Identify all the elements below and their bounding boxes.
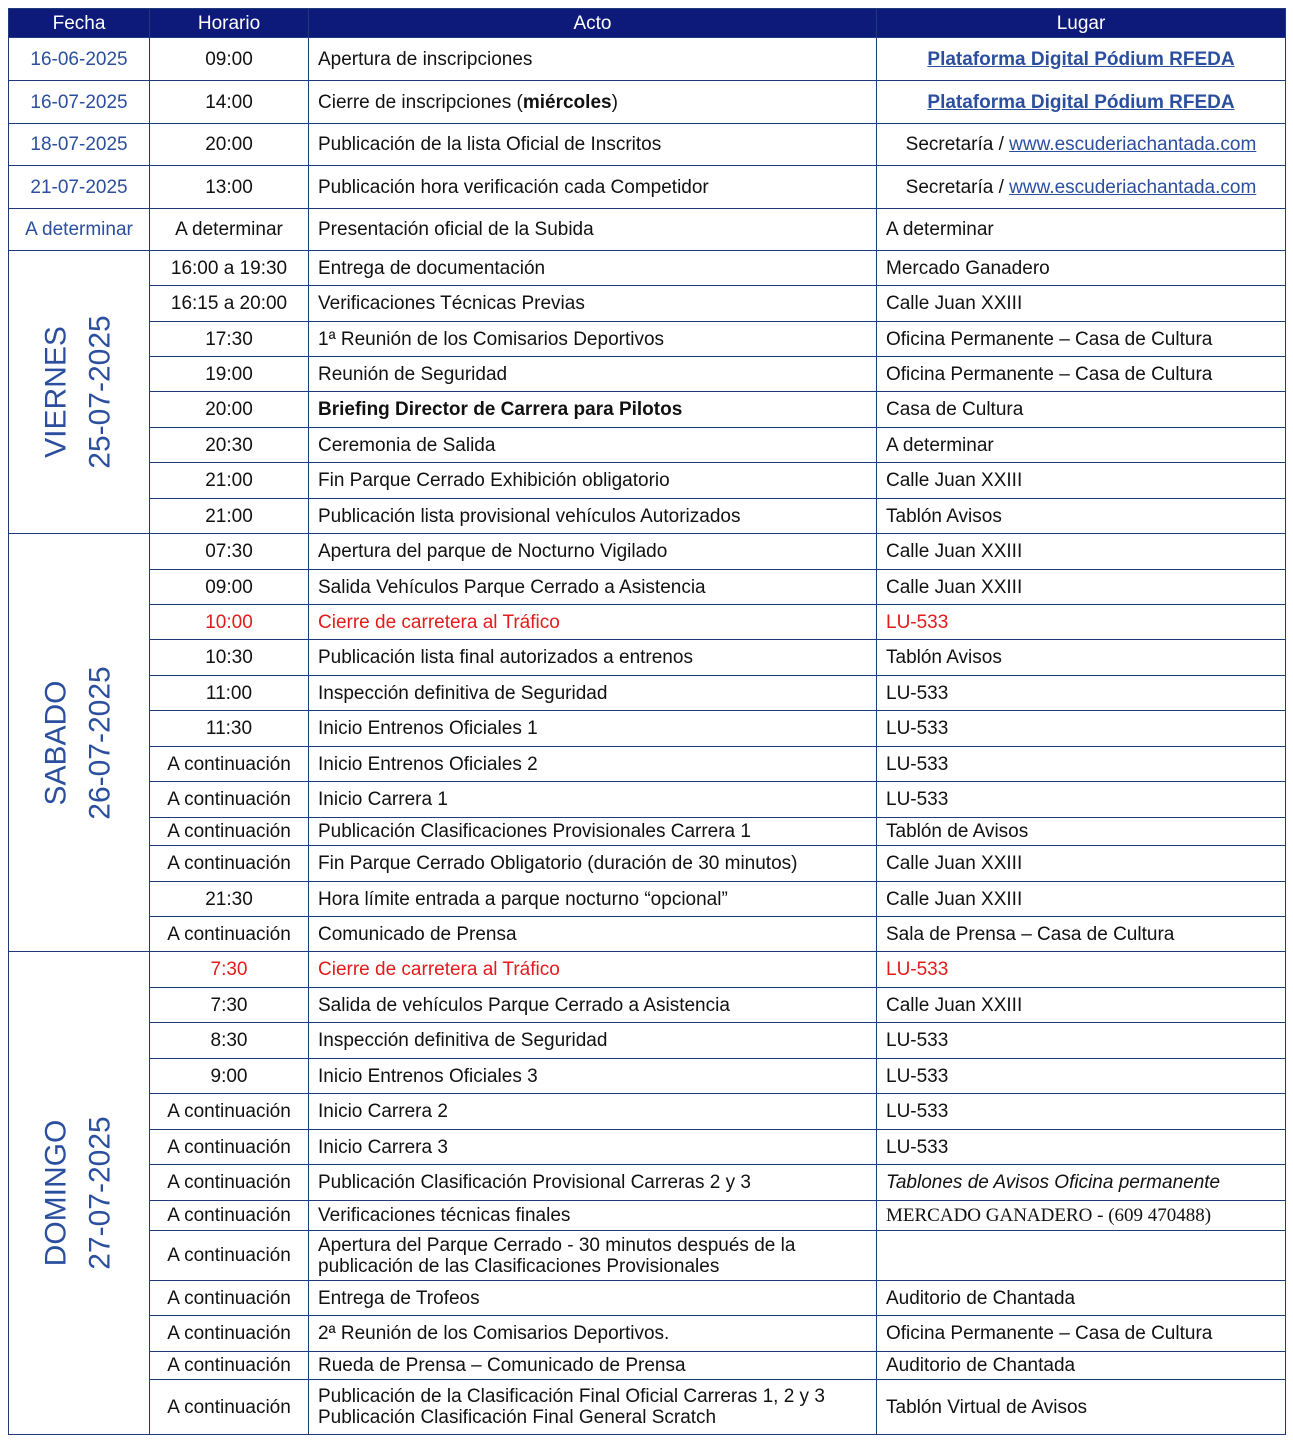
act-cell: Rueda de Prensa – Comunicado de Prensa — [309, 1352, 877, 1380]
act-cell: Apertura de inscripciones — [309, 38, 877, 81]
act-cell: Inspección definitiva de Seguridad — [309, 676, 877, 711]
time-cell: A continuación — [150, 1094, 309, 1130]
place-cell: LU-533 — [877, 1094, 1286, 1130]
time-cell: 9:00 — [150, 1059, 309, 1094]
place-cell: LU-533 — [877, 747, 1286, 782]
act-cell — [309, 392, 877, 428]
place-text: Secretaría / — [905, 176, 1010, 198]
time-cell: A continuación — [150, 917, 309, 952]
place-cell: Calle Juan XXIII — [877, 286, 1286, 322]
time-cell: 7:30 — [150, 988, 309, 1023]
place-cell: Tablón Virtual de Avisos — [877, 1380, 1286, 1435]
act-cell: Apertura del parque de Nocturno Vigilado — [309, 534, 877, 570]
table-row — [9, 1023, 1286, 1059]
place-cell: LU-533 — [877, 952, 1286, 988]
place-cell: Calle Juan XXIII — [877, 988, 1286, 1023]
date-cell: A determinar — [9, 209, 150, 251]
header-fecha: Fecha — [9, 9, 150, 38]
act-cell: Inicio Entrenos Oficiales 2 — [309, 747, 877, 782]
table-row-highlighted — [9, 605, 1286, 640]
website-link[interactable]: www.escuderiachantada.com — [1009, 134, 1257, 155]
time-cell: 19:00 — [150, 357, 309, 392]
act-cell: Hora límite entrada a parque nocturno “opcional” — [309, 882, 877, 917]
place-cell: LU-533 — [877, 676, 1286, 711]
table-row — [9, 640, 1286, 676]
act-cell: Salida Vehículos Parque Cerrado a Asistencia — [309, 570, 877, 605]
place-cell: Auditorio de Chantada — [877, 1352, 1286, 1380]
time-cell: A determinar — [150, 209, 309, 251]
act-cell: Fin Parque Cerrado Obligatorio (duración de 30 minutos) — [309, 846, 877, 882]
day-date: 26-07-2025 — [84, 665, 117, 820]
table-row — [9, 917, 1286, 952]
table-row — [9, 676, 1286, 711]
place-cell: MERCADO GANADERO - (609 470488) — [877, 1201, 1286, 1231]
day-name: SABADO — [40, 679, 73, 806]
place-cell: Tablón Avisos — [877, 499, 1286, 534]
act-cell: Inicio Entrenos Oficiales 1 — [309, 711, 877, 747]
table-row — [9, 534, 1286, 570]
act-cell: Inicio Carrera 1 — [309, 782, 877, 818]
act-cell: Entrega de Trofeos — [309, 1281, 877, 1316]
day-date: 27-07-2025 — [84, 1116, 117, 1270]
place-cell: LU-533 — [877, 711, 1286, 747]
act-cell: Ceremonia de Salida — [309, 428, 877, 463]
table-row — [9, 1059, 1286, 1094]
table-row — [9, 1380, 1286, 1435]
act-bold-text: miércoles — [522, 91, 612, 113]
act-cell: Reunión de Seguridad — [309, 357, 877, 392]
place-cell: Calle Juan XXIII — [877, 463, 1286, 499]
act-cell: Fin Parque Cerrado Exhibición obligatorio — [309, 463, 877, 499]
place-cell: A determinar — [877, 428, 1286, 463]
time-cell: A continuación — [150, 818, 309, 846]
table-row — [9, 882, 1286, 917]
act-text: ) — [611, 91, 618, 113]
header-lugar: Lugar — [877, 9, 1286, 38]
place-cell: Mercado Ganadero — [877, 251, 1286, 286]
time-cell: A continuación — [150, 1281, 309, 1316]
act-line: Publicación Clasificación Final General Scratch — [318, 1407, 717, 1428]
place-cell: Calle Juan XXIII — [877, 570, 1286, 605]
act-cell: Inicio Entrenos Oficiales 3 — [309, 1059, 877, 1094]
table-row — [9, 1281, 1286, 1316]
day-cell-domingo — [9, 952, 150, 1435]
time-cell: 20:30 — [150, 428, 309, 463]
table-row — [9, 570, 1286, 605]
table-row — [9, 818, 1286, 846]
table-row — [9, 428, 1286, 463]
date-cell: 21-07-2025 — [9, 166, 150, 209]
place-cell: Tablón Avisos — [877, 640, 1286, 676]
place-text: Secretaría / — [905, 134, 1010, 155]
place-cell — [877, 1231, 1286, 1281]
act-bold-text: Briefing Director de Carrera para Pilotos — [318, 399, 683, 420]
table-row — [9, 782, 1286, 818]
table-row — [9, 846, 1286, 882]
place-cell — [877, 124, 1286, 166]
place-cell: Calle Juan XXIII — [877, 534, 1286, 570]
time-cell: 20:00 — [150, 392, 309, 428]
time-cell: 16:00 a 19:30 — [150, 251, 309, 286]
act-cell: Inspección definitiva de Seguridad — [309, 1023, 877, 1059]
act-cell: Publicación lista final autorizados a entrenos — [309, 640, 877, 676]
time-cell: A continuación — [150, 1316, 309, 1352]
place-cell: Calle Juan XXIII — [877, 846, 1286, 882]
day-date: 25-07-2025 — [84, 315, 117, 469]
table-row — [9, 357, 1286, 392]
podium-link[interactable]: Plataforma Digital Pódium RFEDA — [927, 48, 1235, 70]
table-row — [9, 1352, 1286, 1380]
place-cell: Tablones de Avisos Oficina permanente — [877, 1165, 1286, 1201]
act-cell: 1ª Reunión de los Comisarios Deportivos — [309, 322, 877, 357]
table-row — [9, 463, 1286, 499]
place-cell: A determinar — [877, 209, 1286, 251]
time-cell: 21:00 — [150, 463, 309, 499]
place-cell: Casa de Cultura — [877, 392, 1286, 428]
table-row — [9, 1316, 1286, 1352]
place-cell — [877, 166, 1286, 209]
table-row — [9, 322, 1286, 357]
time-cell: 17:30 — [150, 322, 309, 357]
time-cell: 11:00 — [150, 676, 309, 711]
table-row — [9, 988, 1286, 1023]
act-line: Publicación de la Clasificación Final Oficial Carreras 1, 2 y 3 — [318, 1386, 825, 1407]
date-cell: 18-07-2025 — [9, 124, 150, 166]
act-cell: Verificaciones técnicas finales — [309, 1201, 877, 1231]
time-cell: A continuación — [150, 1231, 309, 1281]
act-cell: Publicación lista provisional vehículos Autorizados — [309, 499, 877, 534]
time-cell: 7:30 — [150, 952, 309, 988]
time-cell: 10:30 — [150, 640, 309, 676]
time-cell: 21:30 — [150, 882, 309, 917]
act-cell: Presentación oficial de la Subida — [309, 209, 877, 251]
time-cell: 10:00 — [150, 605, 309, 640]
act-cell: Inicio Carrera 2 — [309, 1094, 877, 1130]
place-cell: LU-533 — [877, 1130, 1286, 1165]
table-row — [9, 286, 1286, 322]
time-cell: A continuación — [150, 1380, 309, 1435]
table-row — [9, 251, 1286, 286]
place-cell: Sala de Prensa – Casa de Cultura — [877, 917, 1286, 952]
header-horario: Horario — [150, 9, 309, 38]
place-cell — [877, 38, 1286, 81]
day-cell-sabado — [9, 534, 150, 952]
table-row — [9, 499, 1286, 534]
table-row — [9, 38, 1286, 81]
date-cell: 16-06-2025 — [9, 38, 150, 81]
table-row — [9, 81, 1286, 124]
time-cell: 16:15 a 20:00 — [150, 286, 309, 322]
time-cell: 14:00 — [150, 81, 309, 124]
time-cell: A continuación — [150, 782, 309, 818]
act-cell: 2ª Reunión de los Comisarios Deportivos. — [309, 1316, 877, 1352]
act-cell: Comunicado de Prensa — [309, 917, 877, 952]
header-acto: Acto — [309, 9, 877, 38]
time-cell: 21:00 — [150, 499, 309, 534]
table-row — [9, 1231, 1286, 1281]
table-row — [9, 1094, 1286, 1130]
table-row — [9, 392, 1286, 428]
place-cell: LU-533 — [877, 782, 1286, 818]
table-row — [9, 1201, 1286, 1231]
act-text: Cierre de inscripciones ( — [318, 91, 523, 113]
time-cell: 09:00 — [150, 38, 309, 81]
day-cell-viernes — [9, 251, 150, 534]
time-cell: A continuación — [150, 1201, 309, 1231]
act-cell: Cierre de carretera al Tráfico — [309, 952, 877, 988]
act-cell: Cierre de carretera al Tráfico — [309, 605, 877, 640]
place-cell: LU-533 — [877, 1059, 1286, 1094]
act-cell: Publicación Clasificación Provisional Carreras 2 y 3 — [309, 1165, 877, 1201]
header-row — [9, 9, 1286, 38]
act-cell — [309, 1380, 877, 1435]
place-cell: LU-533 — [877, 1023, 1286, 1059]
day-name: DOMINGO — [40, 1119, 73, 1267]
place-cell — [877, 81, 1286, 124]
table-row — [9, 1130, 1286, 1165]
place-cell: Oficina Permanente – Casa de Cultura — [877, 322, 1286, 357]
time-cell: A continuación — [150, 747, 309, 782]
place-cell: LU-533 — [877, 605, 1286, 640]
act-cell: Publicación Clasificaciones Provisionales Carrera 1 — [309, 818, 877, 846]
act-cell: Publicación hora verificación cada Competidor — [309, 166, 877, 209]
table-row — [9, 166, 1286, 209]
time-cell: 07:30 — [150, 534, 309, 570]
time-cell: 13:00 — [150, 166, 309, 209]
schedule-table — [8, 8, 1286, 1435]
act-cell: Inicio Carrera 3 — [309, 1130, 877, 1165]
podium-link[interactable]: Plataforma Digital Pódium RFEDA — [927, 91, 1235, 113]
time-cell: A continuación — [150, 1165, 309, 1201]
place-cell: Calle Juan XXIII — [877, 882, 1286, 917]
table-row — [9, 747, 1286, 782]
act-cell: Entrega de documentación — [309, 251, 877, 286]
act-cell — [309, 81, 877, 124]
time-cell: A continuación — [150, 846, 309, 882]
table-row — [9, 1165, 1286, 1201]
time-cell: A continuación — [150, 1352, 309, 1380]
table-row — [9, 124, 1286, 166]
place-cell: Oficina Permanente – Casa de Cultura — [877, 357, 1286, 392]
place-cell: Auditorio de Chantada — [877, 1281, 1286, 1316]
place-cell: Oficina Permanente – Casa de Cultura — [877, 1316, 1286, 1352]
act-cell: Publicación de la lista Oficial de Inscritos — [309, 124, 877, 166]
date-cell: 16-07-2025 — [9, 81, 150, 124]
act-cell: Apertura del Parque Cerrado - 30 minutos después de la publicación de las Clasificaciones Provisionales — [309, 1231, 877, 1281]
table-row — [9, 711, 1286, 747]
act-cell: Salida de vehículos Parque Cerrado a Asistencia — [309, 988, 877, 1023]
table-row-highlighted — [9, 952, 1286, 988]
day-name: VIERNES — [40, 326, 73, 458]
act-cell: Verificaciones Técnicas Previas — [309, 286, 877, 322]
time-cell: 20:00 — [150, 124, 309, 166]
website-link[interactable]: www.escuderiachantada.com — [1009, 176, 1257, 198]
time-cell: 8:30 — [150, 1023, 309, 1059]
time-cell: 09:00 — [150, 570, 309, 605]
table-row — [9, 209, 1286, 251]
place-cell: Tablón de Avisos — [877, 818, 1286, 846]
time-cell: A continuación — [150, 1130, 309, 1165]
time-cell: 11:30 — [150, 711, 309, 747]
